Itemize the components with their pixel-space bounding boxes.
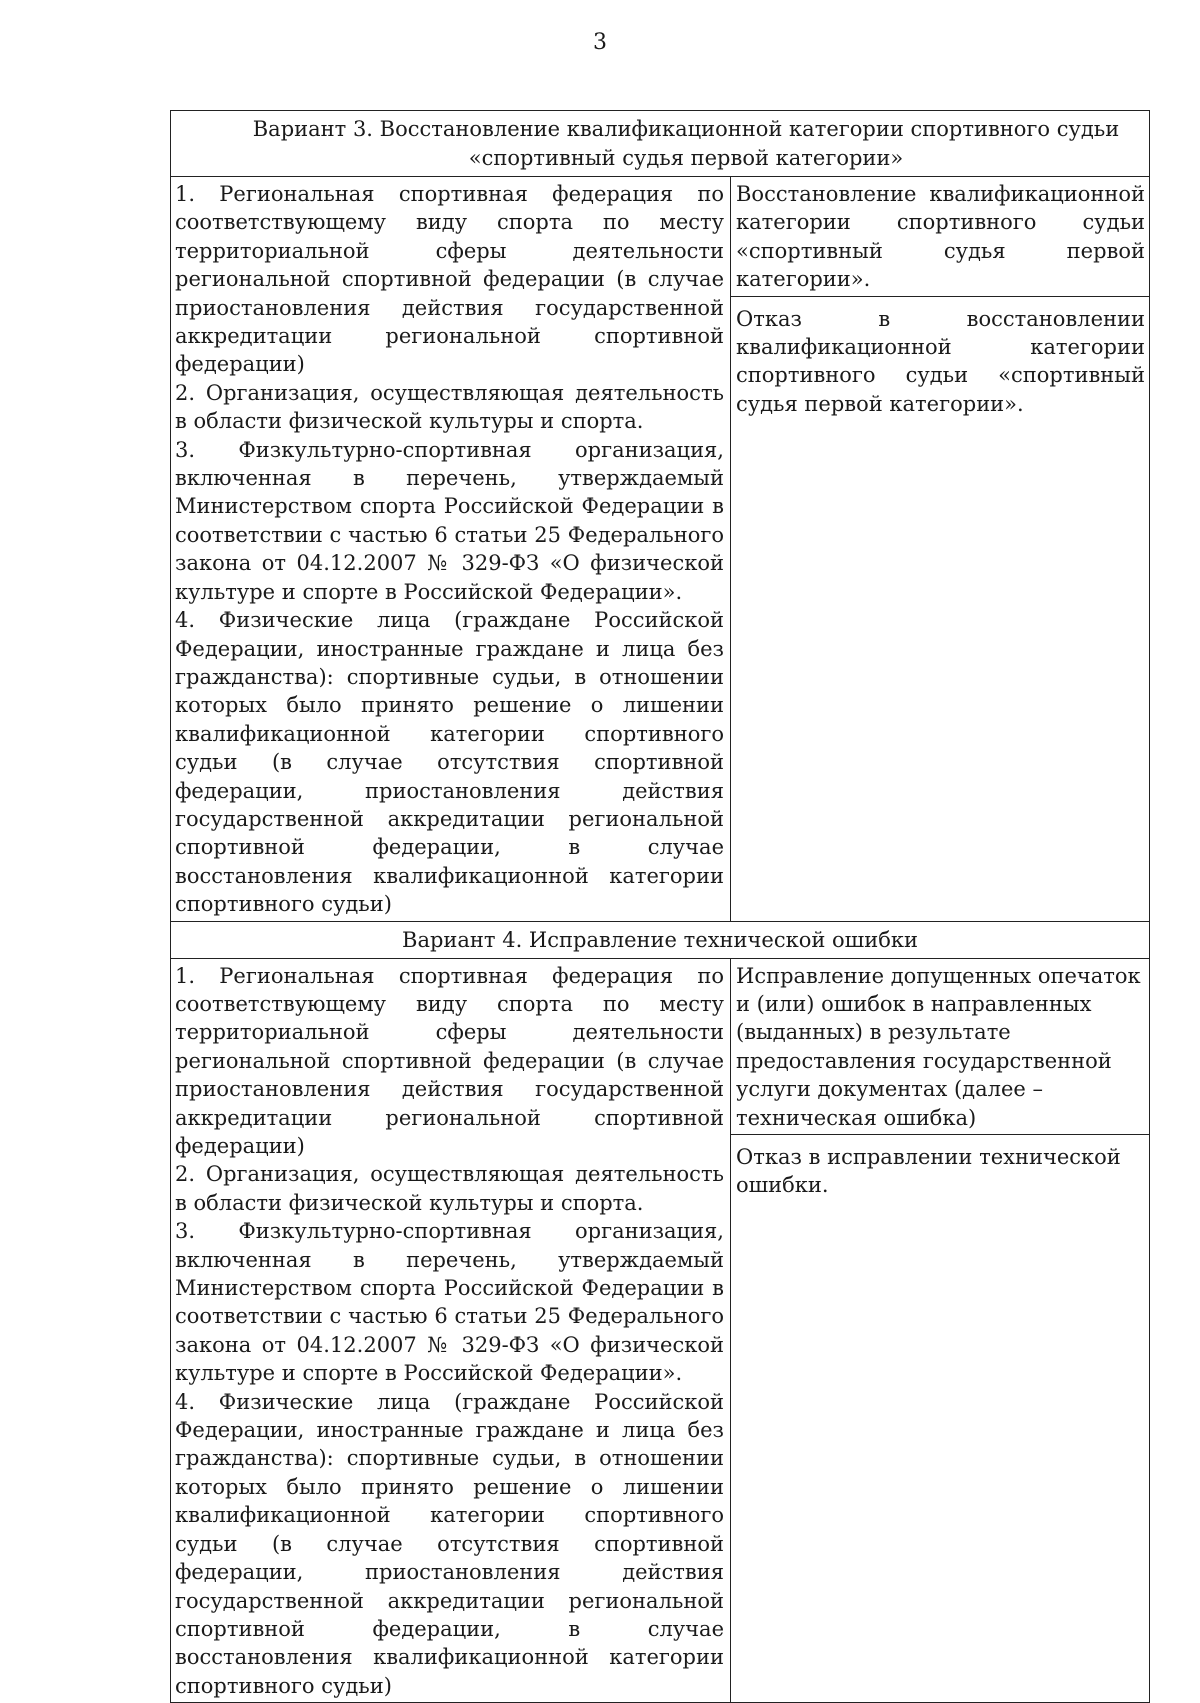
variant-4-result-positive-cell	[731, 959, 1149, 1135]
variant-3-applicant-3: 3. Физкультурно-спортивная организация, включенная в перечень, утверждаемый Министерством спорта Российской Федерации в соответствии с частью 6 статьи 25 Федерального закона от 04.12.2007 № 329-ФЗ «О физической культуре и спорте в Российской Федерации».	[175, 437, 724, 604]
variant-3-result-negative: Отказ в восстановлении квалификационной категории спортивного судьи «спортивный судья первой категории».	[736, 306, 1145, 416]
variant-4-applicant-4: 4. Физические лица (граждане Российской Федерации, иностранные граждане и лица без гражданства): спортивные судьи, в отношении которых было принято решение о лишении квалификационной категории спортивного судьи (в случае отсутствия спортивной федерации, приостановления действия государственной аккредитации региональной спортивной федерации, в случае восстановления квалификационной категории спортивного судьи)	[175, 1389, 724, 1698]
variant-4-applicants	[171, 959, 731, 1703]
variant-3-result-positive-cell	[731, 177, 1149, 297]
variant-4-applicant-3: 3. Физкультурно-спортивная организация, включенная в перечень, утверждаемый Министерством спорта Российской Федерации в соответствии с частью 6 статьи 25 Федерального закона от 04.12.2007 № 329-ФЗ «О физической культуре и спорте в Российской Федерации».	[175, 1219, 724, 1386]
variant-4-result-positive: Исправление допущенных опечаток и (или) ошибок в направленных (выданных) в результате предоставления государственной услуги документах (далее – техническая ошибка)	[736, 963, 1141, 1130]
variant-3-result-negative-cell	[731, 297, 1149, 921]
variant-3-title	[170, 110, 1150, 177]
variant-3-body	[170, 177, 1150, 922]
variant-4-body	[170, 959, 1150, 1703]
variant-3-applicant-4: 4. Физические лица (граждане Российской Федерации, иностранные граждане и лица без гражданства): спортивные судьи, в отношении которых было принято решение о лишении квалификационной категории спортивного судьи (в случае отсутствия спортивной федерации, приостановления действия государственной аккредитации региональной спортивной федерации, в случае восстановления квалификационной категории спортивного судьи)	[175, 608, 724, 917]
variant-4-results	[731, 959, 1149, 1703]
variant-4-applicant-2: 2. Организация, осуществляющая деятельность в области физической культуры и спорта.	[175, 1162, 724, 1215]
variant-4-applicant-1: 1. Региональная спортивная федерация по соответствующему виду спорта по месту территориальной сферы деятельности региональной спортивной федерации (в случае приостановления действия государственной аккредитации региональной спортивной федерации)	[175, 963, 724, 1158]
variant-3-applicant-2: 2. Организация, осуществляющая деятельность в области физической культуры и спорта.	[175, 380, 724, 434]
variant-4-title	[170, 922, 1150, 959]
variant-3-applicant-1: 1. Региональная спортивная федерация по соответствующему виду спорта по месту территориальной сферы деятельности региональной спортивной федерации (в случае приостановления действия государственной аккредитации региональной спортивной федерации)	[175, 182, 724, 377]
page-number: 3	[593, 30, 607, 55]
variant-3-applicants	[171, 177, 731, 921]
variant-4-result-negative: Отказ в исправлении технической ошибки.	[736, 1145, 1121, 1198]
variant-4-title-text: Вариант 4. Исправление технической ошибки	[402, 927, 918, 952]
variant-3-title-line1: Вариант 3. Восстановление квалификационной категории спортивного судьи	[252, 117, 1120, 141]
variant-3-results	[731, 177, 1149, 921]
variant-3-title-line2: «спортивный судья первой категории»	[468, 146, 904, 170]
variants-table	[170, 110, 1150, 1703]
variant-4-result-negative-cell	[731, 1135, 1149, 1702]
variant-3-result-positive: Восстановление квалификационной категории спортивного судьи «спортивный судья первой категории».	[736, 182, 1145, 292]
